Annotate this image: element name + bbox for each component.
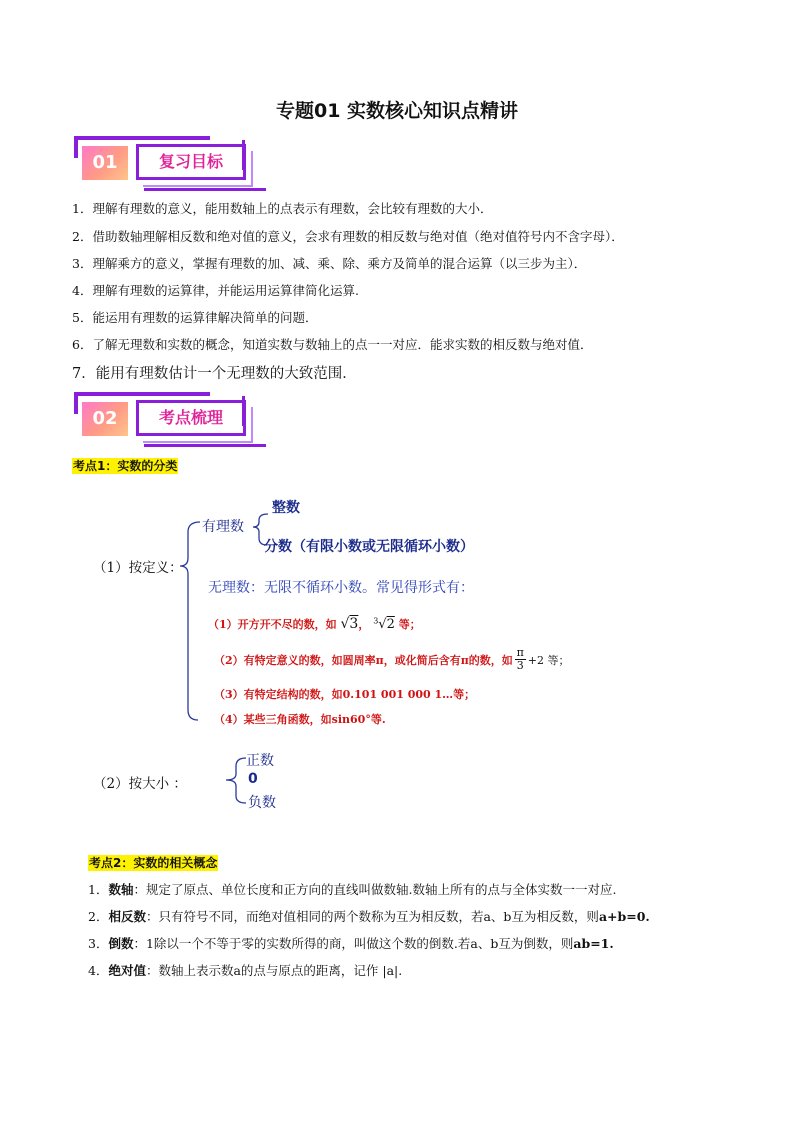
concept-text: ：数轴上表示数a的点与原点的距离，记作 |a|. bbox=[145, 963, 403, 978]
brace-size bbox=[226, 758, 246, 803]
rational-label: 有理数 bbox=[202, 519, 244, 535]
section-number: 01 bbox=[82, 146, 128, 180]
concept-text: ：只有符号不同，而绝对值相同的两个数称为互为相反数，若a、b互为相反数，则 bbox=[145, 909, 599, 924]
pi-over-3 bbox=[515, 647, 526, 672]
radicand: 2 bbox=[386, 617, 395, 632]
negative-label: 负数 bbox=[248, 795, 276, 811]
concept-index: 2． bbox=[88, 909, 109, 924]
form-1-suffix: 等； bbox=[398, 618, 421, 631]
by-definition-label: （1）按定义： bbox=[93, 560, 183, 576]
concept-text: ：规定了原点、单位长度和正方向的直线叫做数轴.数轴上所有的点与全体实数一一对应. bbox=[133, 882, 617, 897]
fraction-denominator: 3 bbox=[516, 659, 524, 672]
goal-item: 3．理解乘方的意义，掌握有理数的加、减、乘、除、乘方及简单的混合运算（以三步为主）． bbox=[72, 256, 587, 271]
irrational-label: 无理数：无限不循环小数。常见得形式有： bbox=[208, 580, 474, 596]
goal-item: 4．理解有理数的运算律，并能运用运算律简化运算. bbox=[72, 283, 359, 298]
irrational-form-1: （1）开方开不尽的数，如 √3， $^3$√2 等； bbox=[208, 616, 421, 632]
concept-index: 1． bbox=[88, 882, 109, 897]
point2-heading bbox=[88, 852, 218, 871]
zero-label: 0 bbox=[248, 771, 258, 787]
form-2-suffix: +2 等； bbox=[527, 653, 570, 667]
concept-term: 相反数 bbox=[108, 909, 146, 924]
concept-formula: ab=1. bbox=[573, 936, 614, 951]
concept-term: 绝对值 bbox=[108, 963, 146, 978]
goal-item: 7．能用有理数估计一个无理数的大致范围． bbox=[72, 366, 357, 382]
concept-item bbox=[88, 934, 614, 952]
cbrt-2: √2 bbox=[378, 617, 395, 632]
concept-term: 数轴 bbox=[108, 882, 134, 897]
irrational-form-4: （4）某些三角函数，如sin60°等. bbox=[214, 713, 386, 726]
integer-label: 整数 bbox=[272, 500, 300, 516]
fraction-numerator: π bbox=[516, 646, 524, 659]
form-2-text: （2）有特定意义的数，如圆周率π，或化简后含有π的数，如 bbox=[214, 653, 513, 667]
section-label: 考点梳理 bbox=[136, 400, 246, 436]
positive-label: 正数 bbox=[246, 753, 274, 769]
by-size-label: （2）按大小 ： bbox=[93, 776, 187, 792]
concept-item bbox=[88, 961, 402, 979]
radicand: 3 bbox=[349, 616, 359, 632]
section-number: 02 bbox=[82, 402, 128, 436]
goal-item: 1．理解有理数的意义，能用数轴上的点表示有理数，会比较有理数的大小． bbox=[72, 201, 493, 216]
irrational-form-2 bbox=[214, 647, 569, 672]
concept-formula: a+b=0. bbox=[598, 909, 650, 924]
concept-term: 倒数 bbox=[108, 936, 134, 951]
fraction-label: 分数（有限小数或无限循环小数） bbox=[264, 539, 474, 555]
concept-index: 4． bbox=[88, 963, 109, 978]
page-title: 专题01 实数核心知识点精讲 bbox=[275, 100, 519, 122]
irrational-form-3: （3）有特定结构的数，如0.101 001 000 1…等； bbox=[214, 688, 476, 701]
brace-definition bbox=[180, 522, 200, 720]
concept-item bbox=[88, 880, 616, 898]
point1-heading-text: 考点1：实数的分类 bbox=[73, 459, 178, 473]
sqrt-3: √3 bbox=[340, 616, 359, 632]
goal-item: 5．能运用有理数的运算律解决简单的问题． bbox=[72, 310, 318, 325]
root-index: 3 bbox=[373, 616, 379, 626]
concept-text: ：1除以一个不等于零的实数所得的商，叫做这个数的倒数.若a、b互为倒数，则 bbox=[133, 936, 574, 951]
point2-heading-text: 考点2：实数的相关概念 bbox=[89, 856, 218, 870]
concept-index: 3． bbox=[88, 936, 109, 951]
section-label: 复习目标 bbox=[136, 144, 246, 180]
goal-item: 2．借助数轴理解相反数和绝对值的意义，会求有理数的相反数与绝对值（绝对值符号内不含字母）． bbox=[72, 229, 624, 244]
goal-item: 6．了解无理数和实数的概念，知道实数与数轴上的点一一对应．能求实数的相反数与绝对值． bbox=[72, 337, 593, 352]
concept-item bbox=[88, 907, 650, 925]
form-1-text: （1）开方开不尽的数，如 bbox=[208, 618, 337, 631]
